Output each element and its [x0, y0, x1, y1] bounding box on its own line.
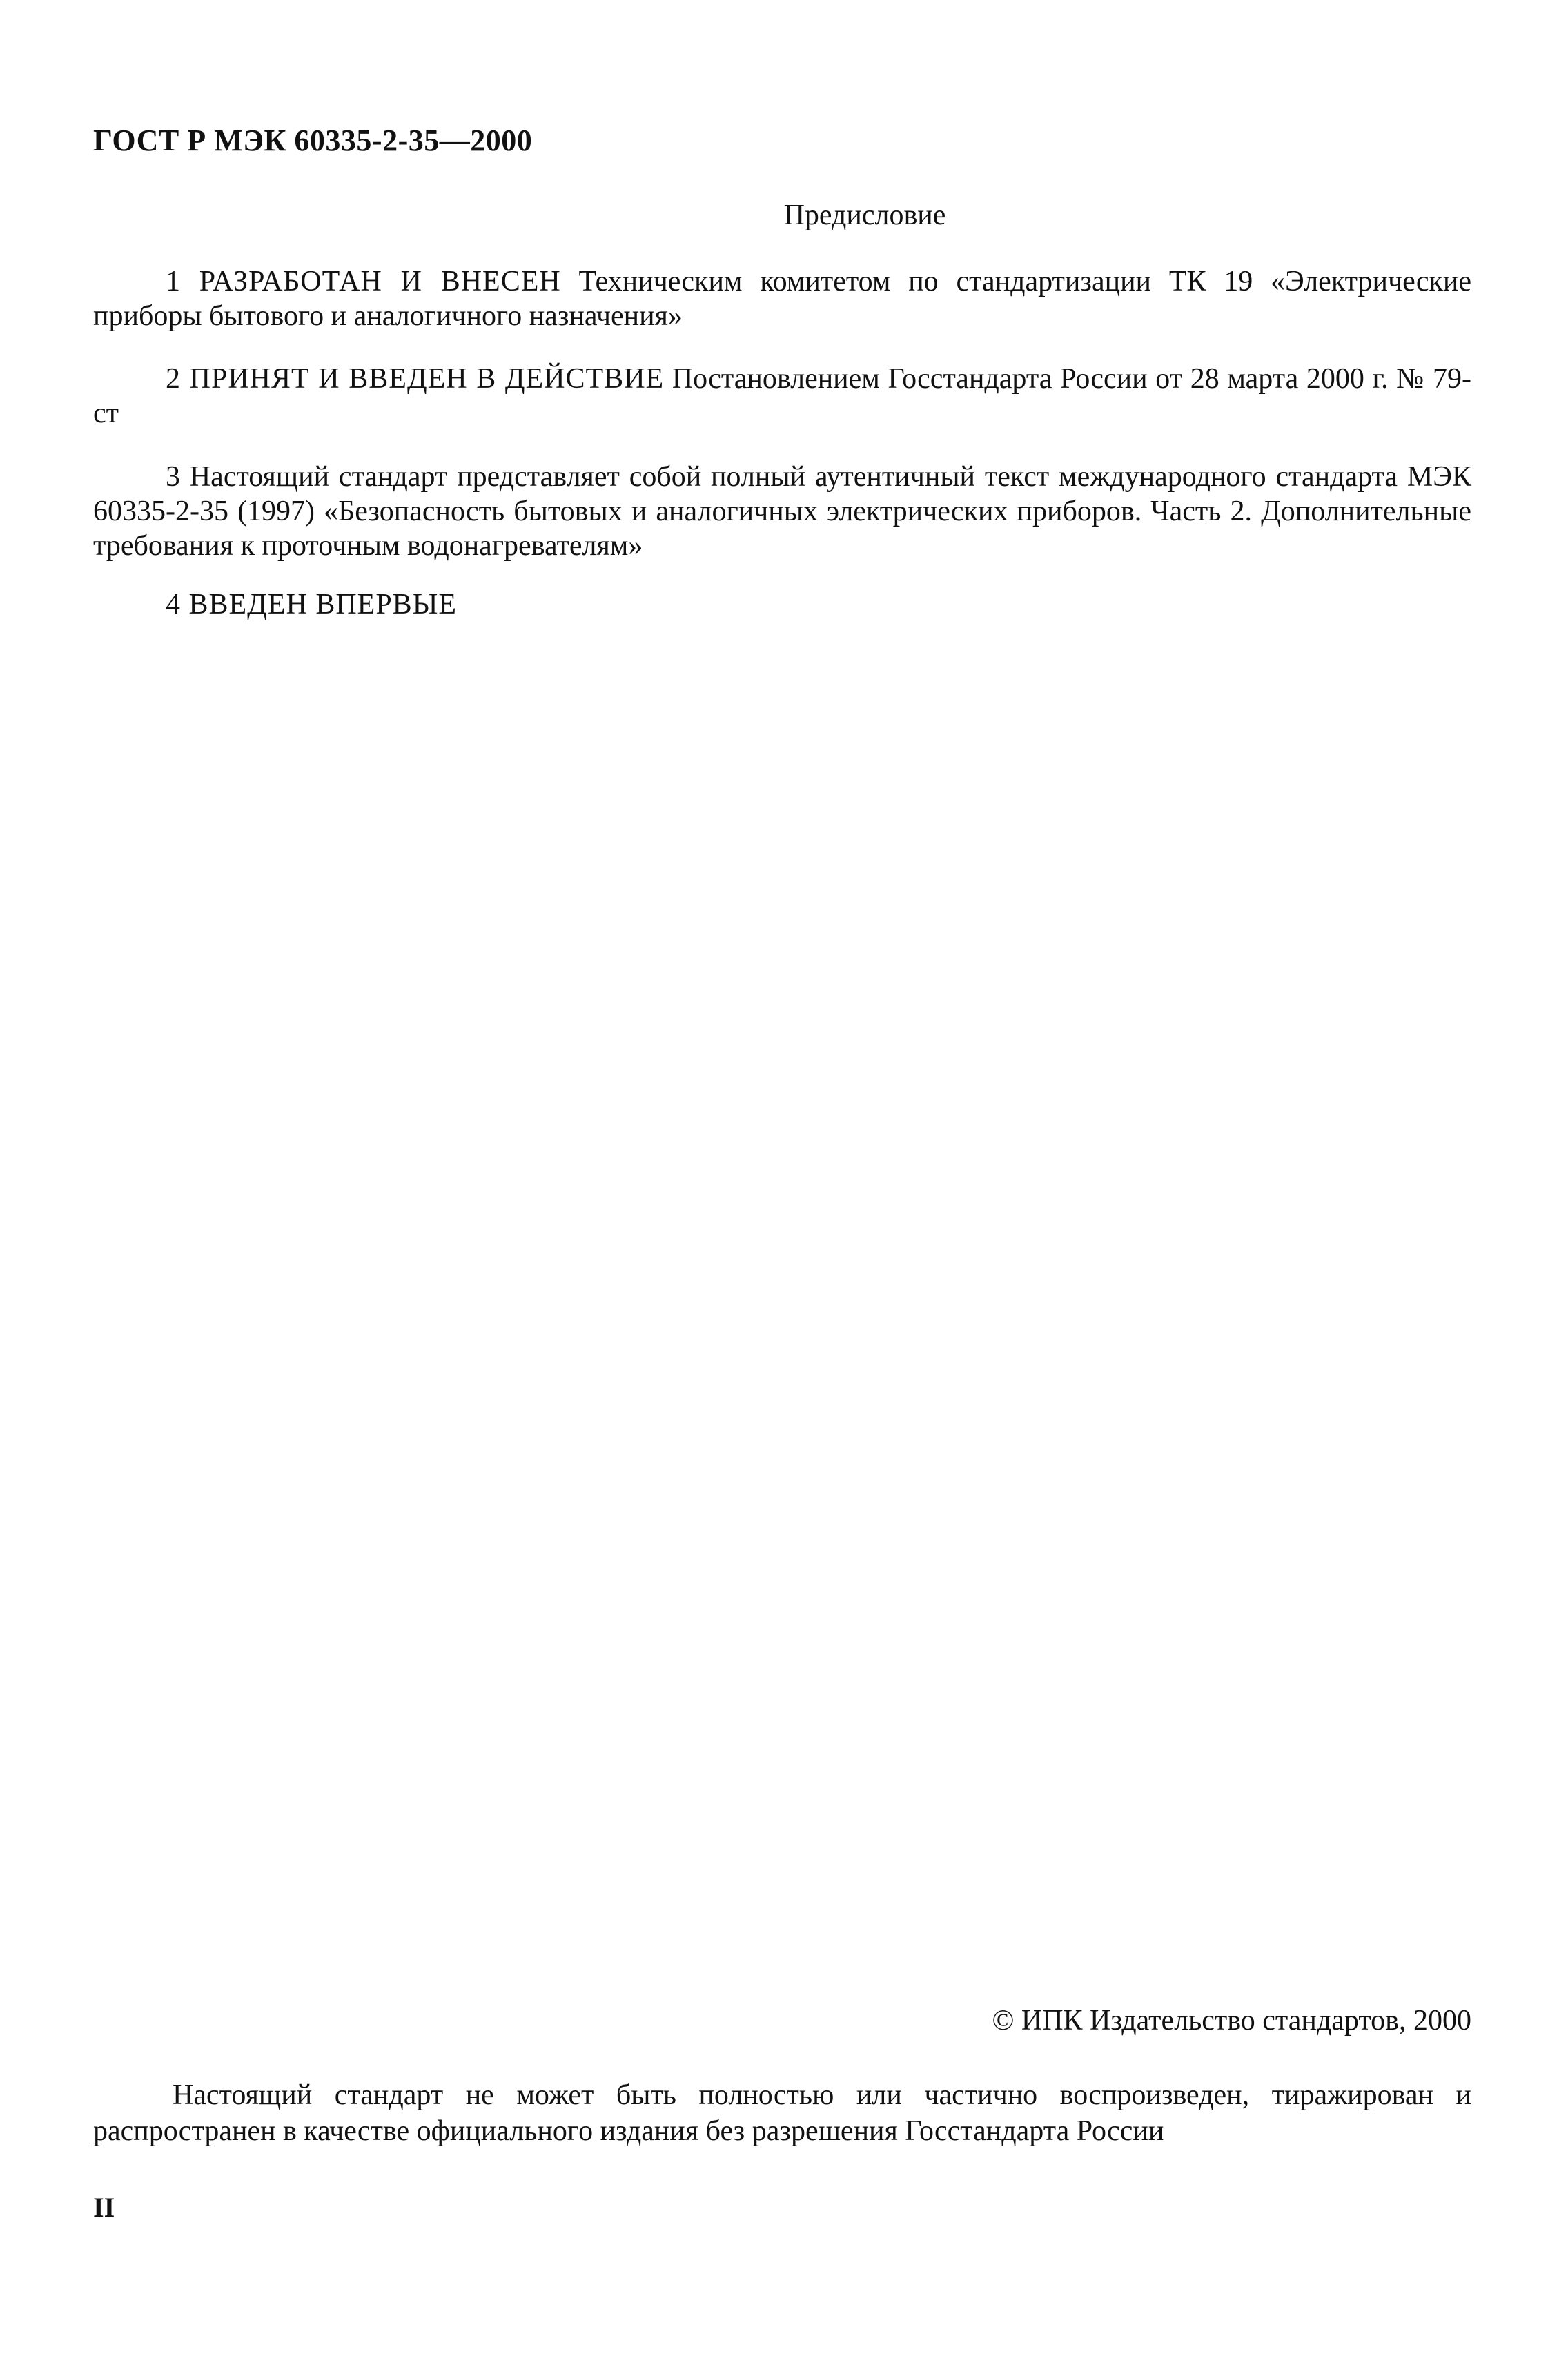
document-code-header: ГОСТ Р МЭК 60335-2-35—2000	[93, 124, 533, 157]
foreword-item-1-lead: 1 РАЗРАБОТАН И ВНЕСЕН	[166, 266, 561, 297]
foreword-item-2-lead: 2 ПРИНЯТ И ВВЕДЕН В ДЕЙСТВИЕ	[166, 363, 665, 395]
foreword-item-3-lead: 3	[166, 461, 180, 493]
foreword-item-4-lead: 4 ВВЕДЕН ВПЕРВЫЕ	[166, 589, 457, 620]
section-title	[0, 199, 1568, 232]
foreword-item-2	[93, 362, 1471, 431]
foreword-item-1-body: Техническим комитетом по стандартизации ТК 19 «Электрические приборы бытового и аналогичного назначения»	[93, 266, 1471, 332]
reproduction-notice: Настоящий стандарт не может быть полностью или частично воспроизведен, тиражирован и распространен в качестве официального издания без разрешения Госстандарта России	[93, 2079, 1471, 2147]
page-number: II	[93, 2192, 115, 2223]
section-title-text: Предисловие	[783, 199, 946, 231]
copyright-line: © ИПК Издательство стандартов, 2000	[992, 2005, 1471, 2037]
foreword-item-3	[93, 460, 1471, 563]
foreword-item-3-body: Настоящий стандарт представляет собой полный аутентичный текст международного стандарта МЭК 60335-2-35 (1997) «Безопасность бытовых и аналогичных электрических приборов. Часть 2. Дополнительные требования к проточным водонагревателям»	[93, 461, 1471, 562]
foreword-item-1	[93, 264, 1471, 333]
foreword-item-4	[93, 587, 1471, 622]
foreword-item-2-body: Постановлением Госстандарта России от 28 марта 2000 г. № 79-ст	[93, 363, 1471, 429]
